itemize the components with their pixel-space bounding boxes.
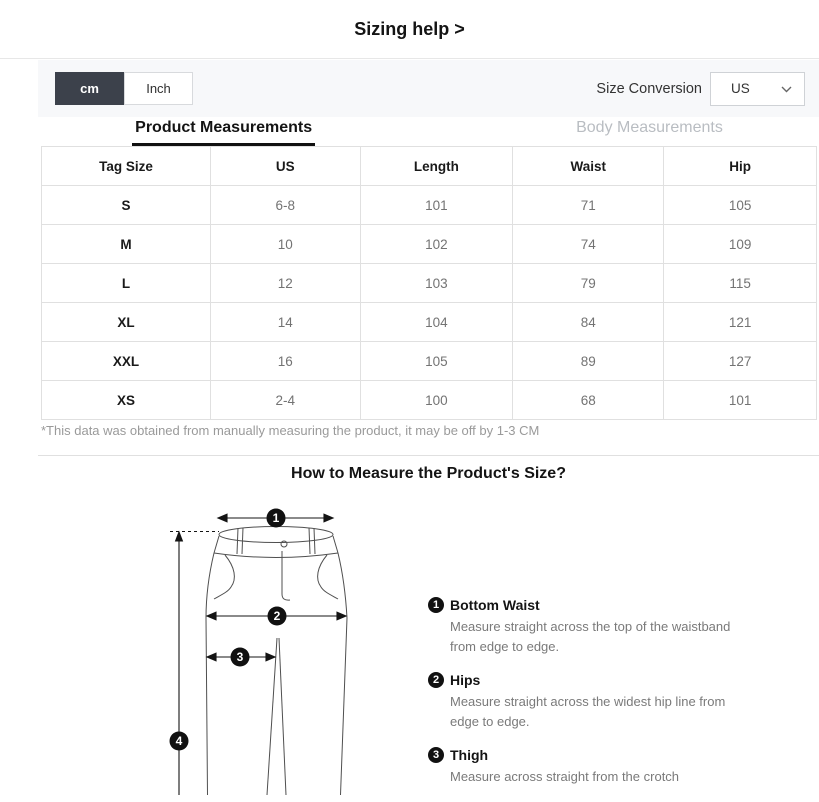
- cell-hip: 101: [664, 381, 817, 420]
- cell-hip: 115: [664, 264, 817, 303]
- cell-hip: 109: [664, 225, 817, 264]
- cell-us: 16: [210, 342, 360, 381]
- chevron-down-icon: [781, 80, 792, 98]
- pants-diagram: [150, 495, 450, 795]
- size-conversion-value: US: [731, 81, 750, 96]
- cell-tag-size: XL: [42, 303, 211, 342]
- cell-us: 6-8: [210, 186, 360, 225]
- how-to-measure-heading: How to Measure the Product's Size?: [291, 465, 566, 482]
- legend-title: Hips: [450, 672, 481, 688]
- tab-product-measurements[interactable]: Product Measurements: [132, 119, 315, 146]
- size-conversion: [596, 72, 805, 106]
- col-header-hip: Hip: [664, 147, 817, 186]
- cell-us: 14: [210, 303, 360, 342]
- unit-inch-button[interactable]: Inch: [124, 72, 193, 105]
- marker-3-label: 3: [236, 650, 244, 665]
- cell-waist: 89: [513, 342, 664, 381]
- cell-tag-size: XXL: [42, 342, 211, 381]
- titlebar: [0, 0, 819, 59]
- legend-description: Measure across straight from the crotch: [450, 769, 680, 784]
- col-header-waist: Waist: [513, 147, 664, 186]
- cell-length: 104: [360, 303, 513, 342]
- legend-title: Bottom Waist: [450, 597, 540, 613]
- legend-description: Measure straight across the top of the waistband from edge to edge.: [450, 619, 731, 654]
- cell-tag-size: L: [42, 264, 211, 303]
- marker-1-label: 1: [272, 511, 280, 526]
- legend-item-hips: [428, 671, 740, 731]
- unit-cm-button[interactable]: cm: [55, 72, 124, 105]
- cell-us: 2-4: [210, 381, 360, 420]
- measure-legend: [428, 596, 740, 802]
- cell-tag-size: S: [42, 186, 211, 225]
- table-row: [42, 225, 817, 264]
- table-row: [42, 303, 817, 342]
- legend-description: Measure straight across the widest hip line from edge to edge.: [450, 694, 726, 729]
- cell-us: 12: [210, 264, 360, 303]
- table-row: [42, 342, 817, 381]
- cell-length: 105: [360, 342, 513, 381]
- cell-hip: 105: [664, 186, 817, 225]
- table-row: [42, 186, 817, 225]
- measurement-tabs: [41, 119, 817, 146]
- legend-number-badge: 3: [428, 747, 444, 763]
- cell-length: 100: [360, 381, 513, 420]
- page-title[interactable]: Sizing help >: [354, 18, 465, 39]
- col-header-tag-size: Tag Size: [42, 147, 211, 186]
- marker-2-label: 2: [273, 609, 281, 624]
- size-conversion-label: Size Conversion: [596, 80, 702, 97]
- legend-item-thigh: [428, 746, 740, 787]
- tab-body-measurements[interactable]: Body Measurements: [576, 119, 723, 136]
- cell-hip: 127: [664, 342, 817, 381]
- cell-waist: 68: [513, 381, 664, 420]
- cell-us: 10: [210, 225, 360, 264]
- table-row: [42, 381, 817, 420]
- measurement-arrows: [170, 514, 346, 795]
- cell-length: 102: [360, 225, 513, 264]
- cell-tag-size: M: [42, 225, 211, 264]
- cell-waist: 79: [513, 264, 664, 303]
- section-divider: [38, 455, 819, 456]
- legend-title: Thigh: [450, 747, 489, 763]
- cell-waist: 71: [513, 186, 664, 225]
- marker-4-label: 4: [175, 734, 183, 749]
- col-header-us: US: [210, 147, 360, 186]
- table-row: [42, 264, 817, 303]
- size-conversion-select[interactable]: [710, 72, 805, 106]
- diagram-markers: [170, 509, 287, 751]
- cell-tag-size: XS: [42, 381, 211, 420]
- pants-outline: [206, 527, 347, 796]
- legend-number-badge: 1: [428, 597, 444, 613]
- controls-strip: [38, 60, 819, 117]
- table-header-row: [42, 147, 817, 186]
- size-table: [41, 146, 817, 420]
- cell-waist: 84: [513, 303, 664, 342]
- unit-toggle: [55, 72, 193, 105]
- measurement-disclaimer: *This data was obtained from manually measuring the product, it may be off by 1-3 CM: [41, 423, 540, 438]
- col-header-length: Length: [360, 147, 513, 186]
- legend-item-bottom-waist: [428, 596, 740, 656]
- legend-number-badge: 2: [428, 672, 444, 688]
- cell-length: 101: [360, 186, 513, 225]
- cell-hip: 121: [664, 303, 817, 342]
- cell-waist: 74: [513, 225, 664, 264]
- cell-length: 103: [360, 264, 513, 303]
